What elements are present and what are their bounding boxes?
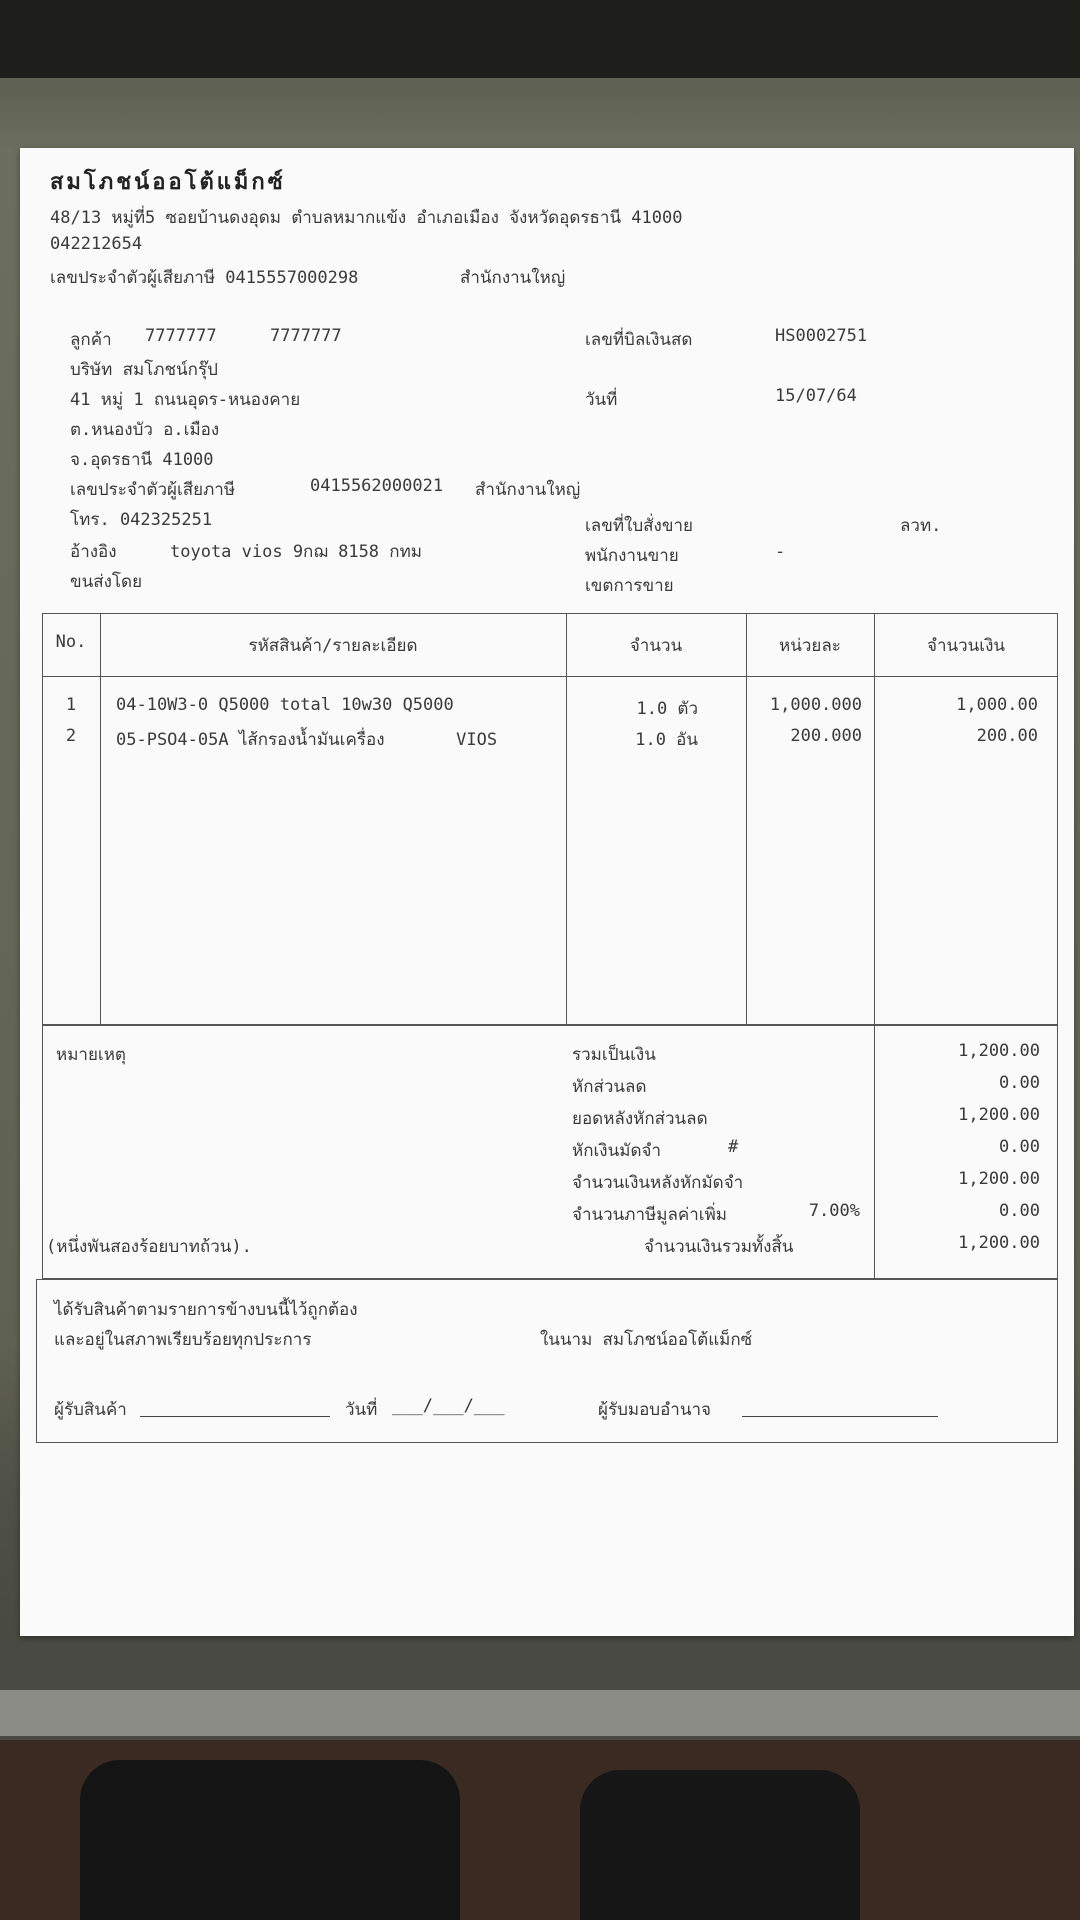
company-address: 48/13 หมู่ที่5 ซอยบ้านดงอุดม ตำบลหมากแข้ง อำเภอเมือง จังหวัดอุดรธานี 41000 [50,208,683,228]
header-amount: จำนวนเงิน [926,636,1006,656]
deposit-value: 0.00 [999,1137,1040,1157]
bill-no-value: HS0002751 [775,326,868,346]
company-name: สมโภชน์ออโต้แม็กซ์ [50,169,286,195]
row-2-unit-price: 200.000 [790,726,862,746]
after-discount-label: ยอดหลังหักส่วนลด [572,1109,708,1129]
receiver-label: ผู้รับสินค้า [54,1400,127,1420]
bill-date-label: วันที่ [585,390,618,410]
row-1-unit-price: 1,000.000 [769,695,862,715]
on-behalf-of: ในนาม สมโภชน์ออโต้แม็กซ์ [540,1330,753,1350]
customer-address-2: ต.หนองบัว อ.เมือง [70,420,220,440]
table-edge [0,1690,1080,1736]
customer-label: ลูกค้า [70,330,112,350]
receive-date-blank: ___/___/___ [392,1396,505,1416]
customer-phone: โทร. 042325251 [70,510,213,530]
row-1-amount: 1,000.00 [956,695,1038,715]
reference-label: อ้างอิง [70,542,117,562]
header-quantity: จำนวน [629,636,683,656]
deposit-hash: # [728,1137,739,1157]
grand-total-value: 1,200.00 [958,1233,1040,1253]
company-branch: สำนักงานใหญ่ [460,268,566,288]
row-2-no: 2 [65,726,77,746]
subtotal-label: รวมเป็นเงิน [572,1045,656,1065]
after-deposit-label: จำนวนเงินหลังหักมัดจำ [572,1173,744,1193]
company-tax-id: เลขประจำตัวผู้เสียภาษี 0415557000298 [50,268,359,288]
vat-value: 0.00 [999,1201,1040,1221]
remark-label: หมายเหตุ [56,1045,126,1065]
vat-label: จำนวนภาษีมูลค่าเพิ่ม [572,1205,728,1225]
order-no-label: เลขที่ใบสั่งขาย [585,516,693,536]
reference-value: toyota vios 9กฌ 8158 กทม [170,542,422,562]
salesman-label: พนักงานขาย [585,546,679,566]
confirm-line-2: และอยู่ในสภาพเรียบร้อยทุกประการ [54,1330,312,1350]
row-2-description: 05-PSO4-05A ไส้กรองน้ำมันเครื่อง VIOS [116,730,498,750]
bill-no-label: เลขที่บิลเงินสด [585,330,693,350]
order-no-value: ลวท. [900,516,942,536]
header-no: No. [55,632,87,652]
row-1-quantity: 1.0 ตัว [636,699,698,719]
confirm-line-1: ได้รับสินค้าตามรายการข้างบนนี้ไว้ถูกต้อง [54,1300,358,1320]
customer-tax-id: 0415562000021 [310,476,444,496]
customer-name: บริษัท สมโภชน์กรุ๊ป [70,360,218,380]
row-1-description: 04-10W3-0 Q5000 total 10w30 Q5000 [116,695,454,715]
discount-value: 0.00 [999,1073,1040,1093]
receiver-signature-line [140,1416,330,1417]
deposit-label: หักเงินมัดจำ [572,1141,661,1161]
sales-area-label: เขตการขาย [585,576,674,596]
header-description: รหัสสินค้า/รายละเอียด [248,636,418,656]
row-2-quantity: 1.0 อัน [635,730,698,750]
authorized-signature-line [742,1416,938,1417]
after-deposit-value: 1,200.00 [958,1169,1040,1189]
subtotal-value: 1,200.00 [958,1041,1040,1061]
amount-in-words: (หนึ่งพันสองร้อยบาทถ้วน). [46,1237,252,1257]
col-divider-4 [874,613,875,1025]
shipping-label: ขนส่งโดย [70,572,143,592]
authorized-label: ผู้รับมอบอำนาจ [598,1400,711,1420]
row-2-amount: 200.00 [976,726,1038,746]
cash-bill-document [20,148,1074,1636]
bill-date-value: 15/07/64 [775,386,857,406]
grand-total-label: จำนวนเงินรวมทั้งสิ้น [644,1237,794,1257]
col-divider-3 [746,613,747,1025]
customer-branch: สำนักงานใหญ่ [475,480,581,500]
receive-date-label: วันที่ [345,1400,378,1420]
row-1-no: 1 [65,695,77,715]
shoe-left [80,1760,460,1920]
table-header-divider [42,676,1058,677]
customer-tax-label: เลขประจำตัวผู้เสียภาษี [70,480,236,500]
header-unit-price: หน่วยละ [779,636,841,656]
customer-code-1: 7777777 [145,326,217,346]
customer-code-2: 7777777 [270,326,342,346]
customer-address-1: 41 หมู่ 1 ถนนอุดร-หนองคาย [70,390,301,410]
background-top [0,0,1080,78]
shoe-right [580,1770,860,1920]
discount-label: หักส่วนลด [572,1077,647,1097]
items-table [42,613,1058,1025]
col-divider-1 [100,613,101,1025]
after-discount-value: 1,200.00 [958,1105,1040,1125]
customer-address-3: จ.อุดรธานี 41000 [70,450,214,470]
salesman-value: - [775,542,786,562]
company-phone: 042212654 [50,234,143,254]
vat-rate: 7.00% [808,1201,860,1221]
col-divider-2 [566,613,567,1025]
